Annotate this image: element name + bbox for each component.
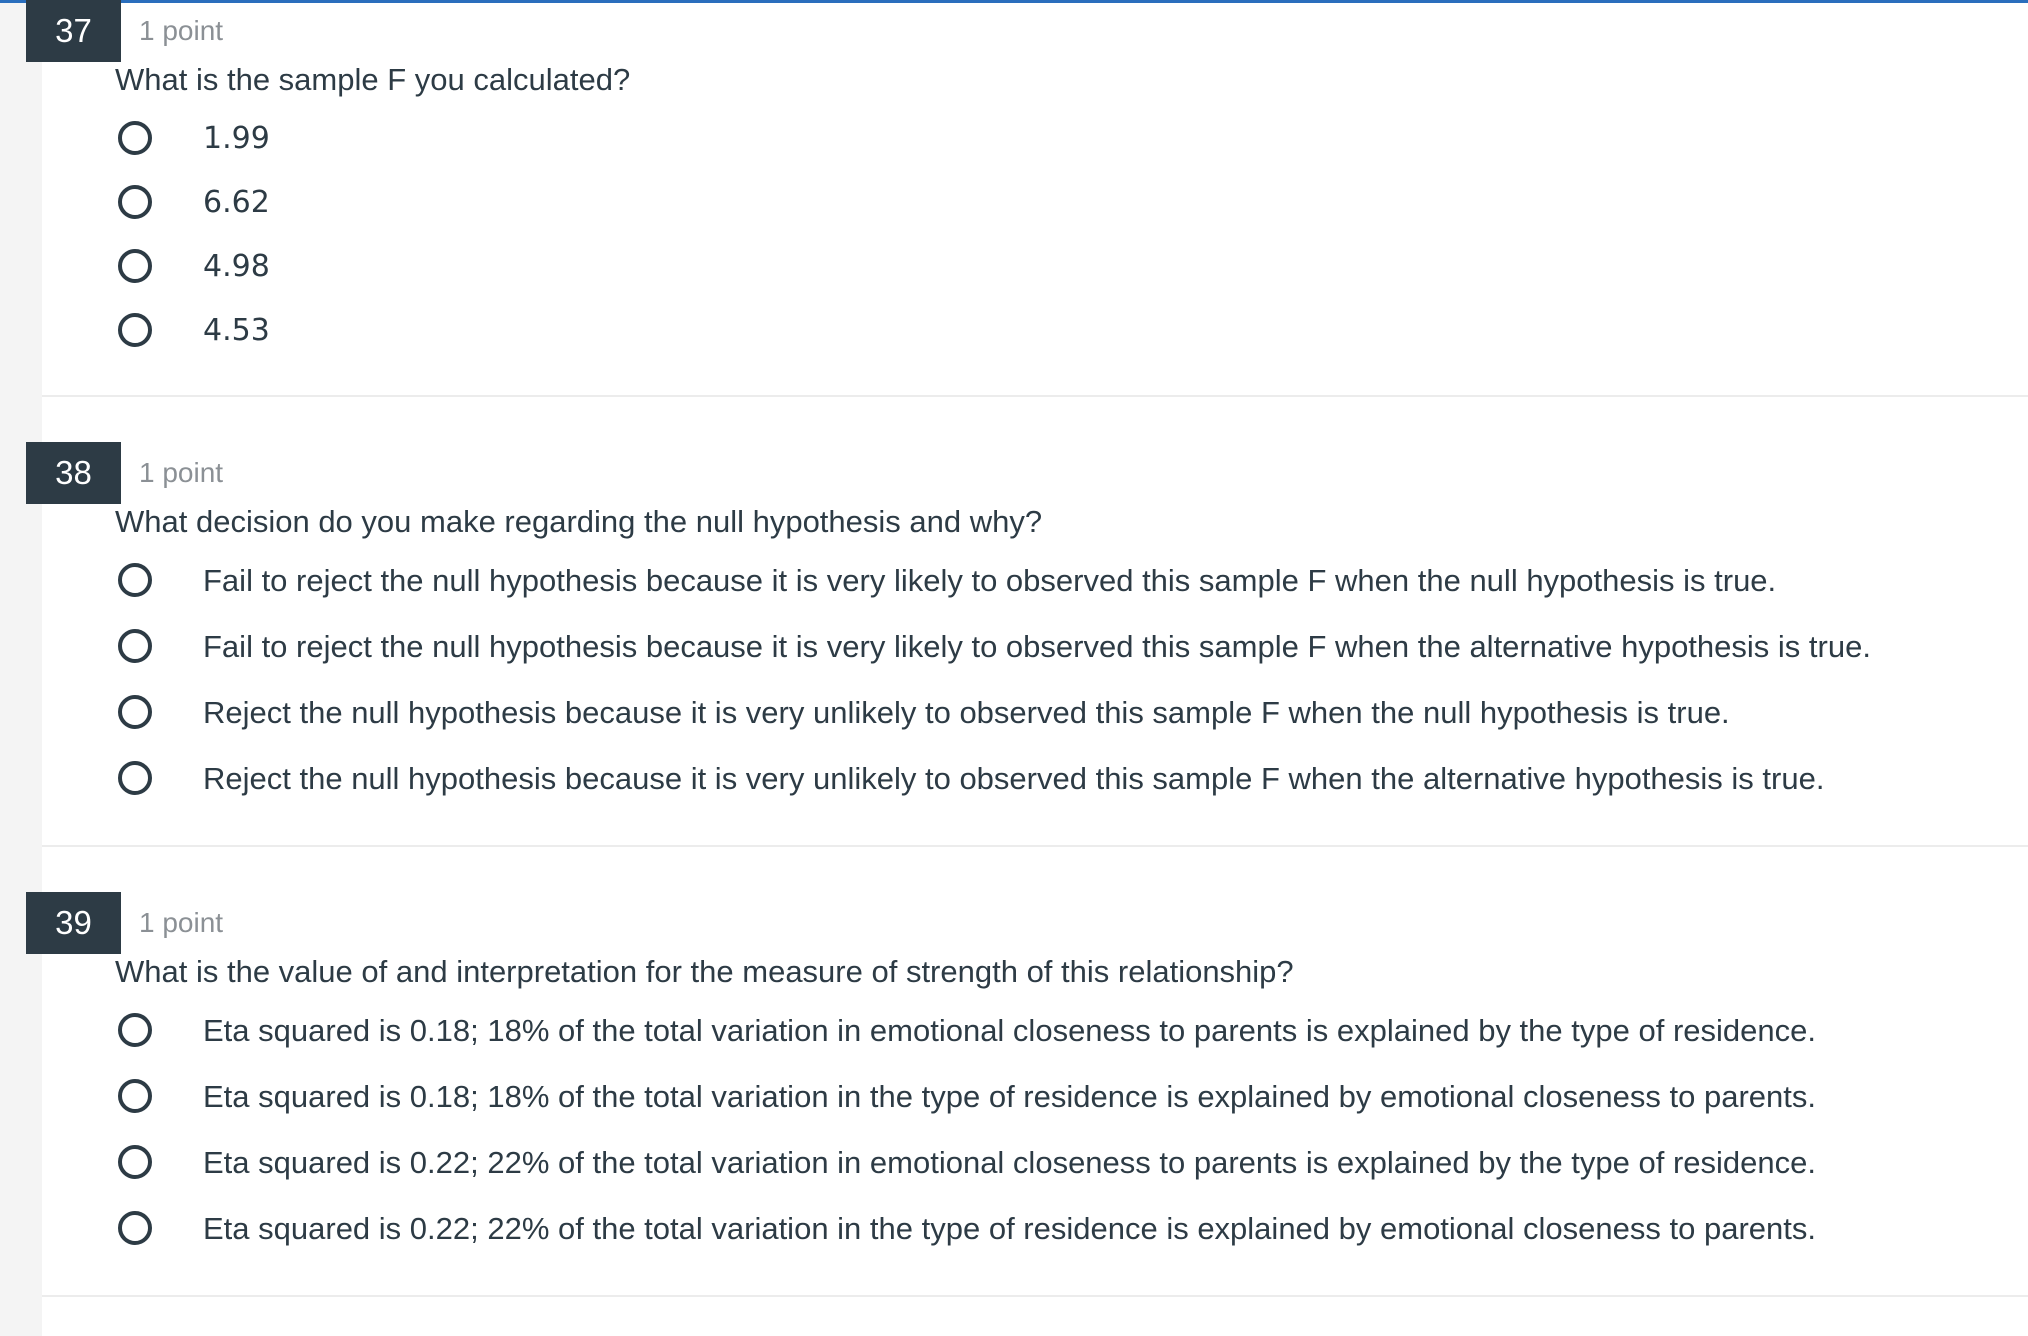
answer-option[interactable]: [115, 117, 2015, 167]
answer-label[interactable]: Fail to reject the null hypothesis because it is very likely to observed this sample F when the alternative hypothesis is true.: [203, 629, 1871, 664]
radio-button[interactable]: [118, 249, 152, 283]
answer-label[interactable]: 6.62: [203, 185, 270, 220]
radio-button[interactable]: [118, 121, 152, 155]
question-divider: [42, 395, 2028, 397]
question-number-badge: 38: [26, 442, 121, 504]
answer-option[interactable]: [115, 309, 2015, 359]
answer-label[interactable]: Eta squared is 0.22; 22% of the total variation in the type of residence is explained by emotional closeness to parents.: [203, 1211, 1816, 1246]
question-text: What is the value of and interpretation for the measure of strength of this relationship?: [115, 954, 1294, 989]
answer-option[interactable]: [115, 1207, 2015, 1257]
answer-label[interactable]: Fail to reject the null hypothesis because it is very likely to observed this sample F when the null hypothesis is true.: [203, 563, 1777, 598]
answer-label[interactable]: 4.53: [203, 313, 270, 348]
answer-option[interactable]: [115, 1075, 2015, 1125]
question-points: 1 point: [139, 457, 224, 488]
answer-label[interactable]: Eta squared is 0.22; 22% of the total variation in emotional closeness to parents is explained by the type of residence.: [203, 1145, 1816, 1180]
answer-option[interactable]: [115, 625, 2015, 675]
answer-option[interactable]: [115, 757, 2015, 807]
question-points: 1 point: [139, 15, 224, 46]
radio-button[interactable]: [118, 629, 152, 663]
radio-button[interactable]: [118, 1079, 152, 1113]
radio-button[interactable]: [118, 185, 152, 219]
answer-label[interactable]: Eta squared is 0.18; 18% of the total variation in emotional closeness to parents is explained by the type of residence.: [203, 1013, 1816, 1048]
answer-option[interactable]: [115, 245, 2015, 295]
answer-option[interactable]: [115, 181, 2015, 231]
question-divider: [42, 845, 2028, 847]
answer-label[interactable]: Eta squared is 0.18; 18% of the total variation in the type of residence is explained by emotional closeness to parents.: [203, 1079, 1816, 1114]
radio-button[interactable]: [118, 1013, 152, 1047]
answer-label[interactable]: 1.99: [203, 121, 270, 156]
radio-button[interactable]: [118, 563, 152, 597]
answer-label[interactable]: 4.98: [203, 249, 270, 284]
question-text: What decision do you make regarding the null hypothesis and why?: [115, 504, 1043, 539]
answer-option[interactable]: [115, 691, 2015, 741]
radio-button[interactable]: [118, 1211, 152, 1245]
radio-button[interactable]: [118, 761, 152, 795]
answer-label[interactable]: Reject the null hypothesis because it is very unlikely to observed this sample F when the null hypothesis is true.: [203, 695, 1730, 730]
question-divider: [42, 1295, 2028, 1297]
question-text: What is the sample F you calculated?: [115, 62, 631, 97]
answer-option[interactable]: [115, 559, 2015, 609]
answer-option[interactable]: [115, 1009, 2015, 1059]
question-points: 1 point: [139, 907, 224, 938]
question-number-badge: 37: [26, 0, 121, 62]
radio-button[interactable]: [118, 313, 152, 347]
answer-label[interactable]: Reject the null hypothesis because it is very unlikely to observed this sample F when the alternative hypothesis is true.: [203, 761, 1825, 796]
radio-button[interactable]: [118, 1145, 152, 1179]
answer-option[interactable]: [115, 1141, 2015, 1191]
radio-button[interactable]: [118, 695, 152, 729]
question-number-badge: 39: [26, 892, 121, 954]
